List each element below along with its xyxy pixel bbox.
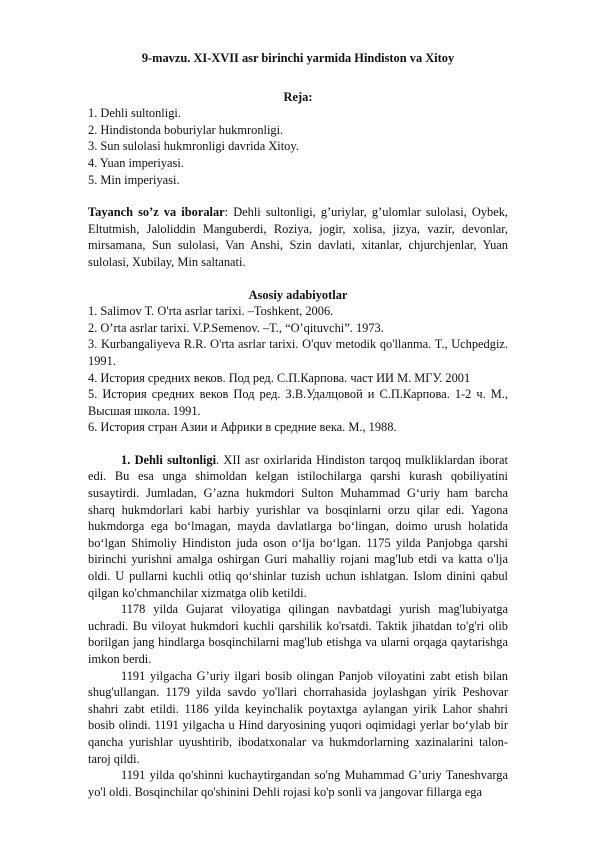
- plan-heading: Reja:: [283, 89, 313, 104]
- keywords-paragraph: [88, 204, 508, 270]
- spacer: [88, 436, 508, 452]
- spacer: [88, 67, 508, 89]
- list-item: 4. Yuan imperiyasi.: [88, 155, 184, 170]
- page-content: [88, 50, 508, 800]
- list-item: 4. История средних веков. Под ред. С.П.Карпова. част ИИ М. МГУ. 2001: [88, 370, 471, 385]
- page-title: 9-mavzu. XI-XVII asr birinchi yarmida Hindiston va Xitoy: [141, 51, 455, 65]
- spacer: [88, 188, 508, 204]
- list-item: 3. Sun sulolasi hukmronligi davrida Xitoy.: [88, 139, 299, 154]
- section-lead-text: . XII asr oxirlarida Hindiston tarqoq mulkliklardan iborat edi. Bu esa unga shimoldan kelgan istilochilarga qarshi kurash qobiliyatini susaytirdi. Jumladan, G’azna hukmdori Sulton Muhammad G‘uriy ham barcha sharq hukmdorlari kabi harbiy yurishlar va bosqinlarni orzu qilar edi. Yagona hukmdorga ega bo‘lmagan, mayda davlatlarga bo‘lingan, doimo urush holatida bo‘lgan Shimoliy Hindiston juda oson o‘lja bo‘lgan. 1175 yilda Panjobga qarshi birinchi yurishni amalga oshirgan Guri mahalliy rojani mag'lub etdi va katta o'lja oldi. U pullarni kuchli otliq qo‘shinlar tuzish uchun ishlatgan. Islom dinini qabul qilgan ko'chmanchilar xizmatga olib ketildi.: [88, 452, 508, 600]
- keywords-label: Tayanch so’z va iboralar: [88, 205, 225, 220]
- keywords-text: : Dehli sultonligi, g’uriylar, g’ulomlar sulolasi, Oybek, Eltutmish, Jaloliddin Manguberdi, Roziya, jogir, xolisa, jizya, vazir, devonlar, mirsamana, Sun sulolasi, Van Anshi, Szin davlati, xitanlar, chjurchjenlar, Yuan sulolasi, Xubilay, Min saltanati.: [88, 205, 509, 269]
- body-paragraph: 1191 yilgacha G’uriy ilgari bosib olingan Panjob viloyatini zabt etish bilan shug'ullangan. 1179 yilda savdo yo'llari chorrahasida joylashgan yirik Peshovar shahri zabt etildi. 1186 yilda keyinchalik poytaxtga aylangan yirik Lahor shahri bosib olindi. 1191 yilgacha u Hind daryosining yuqori oqimidagi yerlar bo‘ylab bir qancha yurishlar uyushtirib, ibodatxonalar va hukmdorlarning xazinalarini talon-taroj qildi.: [88, 668, 508, 766]
- list-item: 3. Kurbangaliyeva R.R. O'rta asrlar tarixi. O'quv metodik qo'llanma. T., Uchpedgiz. 1991.: [88, 337, 508, 368]
- list-item: 1. Salimov T. O'rta asrlar tarixi. –Toshkent, 2006.: [88, 304, 334, 319]
- list-item: 5. Min imperiyasi.: [88, 172, 180, 187]
- plan-list: [88, 105, 508, 188]
- list-item: 2. Hindistonda boburiylar hukmronligi.: [88, 122, 284, 137]
- section-heading: 1. Dehli sultonligi: [121, 452, 217, 467]
- literature-heading: Asosiy adabiyotlar: [248, 287, 348, 302]
- list-item: 1. Dehli sultonligi.: [88, 106, 181, 121]
- spacer: [88, 271, 508, 287]
- section-paragraph: [88, 452, 508, 601]
- list-item: 5. История средних веков Под ред. З.В.Удалцовой и С.П.Карпова. 1-2 ч. М., Высшая школа. 1991.: [88, 387, 508, 418]
- list-item: 2. O’rta asrlar tarixi. V.P.Semenov. –T., “O’qituvchi”. 1973.: [88, 320, 384, 335]
- literature-list: [88, 303, 508, 436]
- body-paragraph: 1191 yilda qo'shinni kuchaytirgandan so'ng Muhammad G’uriy Taneshvarga yo'l oldi. Bosqinchilar qo'shinini Dehli rojasi ko'p sonli va jangovar fillarga ega: [88, 768, 508, 799]
- list-item: 6. История стран Азии и Африки в средние века. М., 1988.: [88, 420, 397, 435]
- body-paragraph: 1178 yilda Gujarat viloyatiga qilingan navbatdagi yurish mag'lubiyatga uchradi. Bu viloyat hukmdori kuchli qarshilik ko'rsatdi. Taktik jihatdan to'g'ri olib borilgan jang hindlarga bosqinchilarni mag'lub etishga va ularni orqaga qaytarishga imkon berdi.: [88, 602, 508, 666]
